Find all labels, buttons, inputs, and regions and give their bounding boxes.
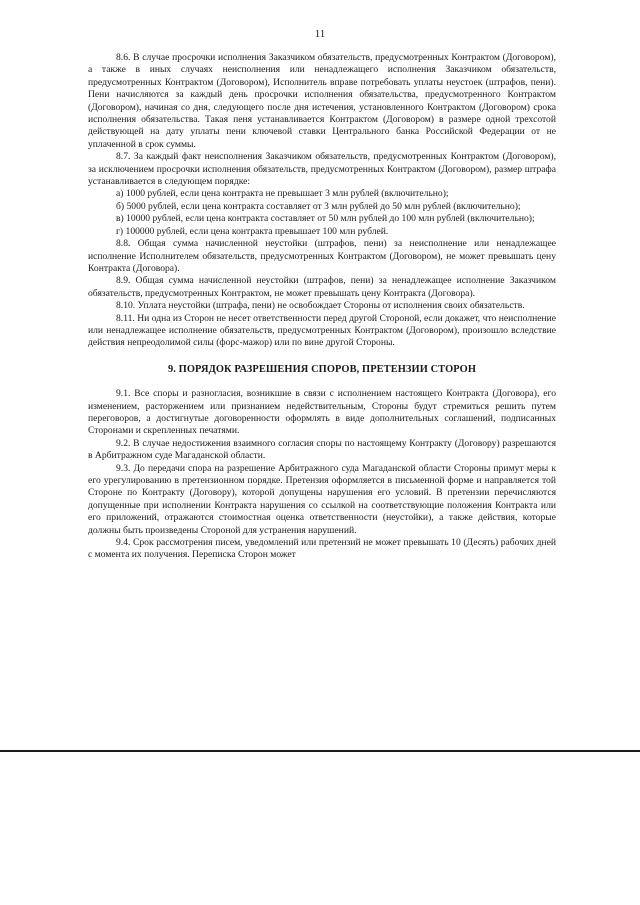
page-number: 11: [314, 28, 326, 40]
clause-8-6: 8.6. В случае просрочки исполнения Заказчиком обязательств, предусмотренных Контрактом (Договором), а также в иных случаях неисполнения или ненадлежащего исполнения Заказчиком обязательств, предусмотренных Контрактом (Договором), Исполнитель вправе потребовать уплаты неустоек (штрафов, пени). Пени начисляются за каждый день просрочки исполнения обязательства, предусмотренного Контрактом (Договором), начиная со дня, следующего после дня истечения, установленного Контрактом (Договором) срока исполнения обязательства. Такая пеня устанавливается Контрактом (Договором) в размере одной трехсотой действующей на дату уплаты пени ключевой ставки Центрального банка Российской Федерации от не уплаченной в срок суммы.: [88, 52, 556, 150]
clause-8-7-c: в) 10000 рублей, если цена контракта составляет от 50 млн рублей до 100 млн рублей (включительно);: [116, 213, 535, 225]
clause-8-7-a: а) 1000 рублей, если цена контракта не превышает 3 млн рублей (включительно);: [116, 188, 449, 200]
clause-9-2: 9.2. В случае недостижения взаимного согласия споры по настоящему Контракту (Договору) разрешаются в Арбитражном суде Магаданской области.: [88, 437, 556, 462]
clause-9-4: 9.4. Срок рассмотрения писем, уведомлений или претензий не может превышать 10 (Десять) рабочих дней с момента их получения. Переписка Сторон может: [88, 537, 556, 561]
clause-8-7-d: г) 100000 рублей, если цена контракта превышает 100 млн рублей.: [116, 225, 389, 237]
clause-8-8: 8.8. Общая сумма начисленной неустойки (штрафов, пени) за неисполнение или ненадлежащее исполнение Исполнителем обязательств, предусмотренных Контрактом (Договором), не может превышать цену Контракта (Договора).: [88, 238, 556, 274]
clause-9-1: 9.1. Все споры и разногласия, возникшие в связи с исполнением настоящего Контракта (Договора), его изменением, расторжением или признанием недействительным, Стороны будут стремиться решить путем переговоров, а достигнутые договоренности оформлять в виде дополнительных соглашений, подписанных Сторонами и скрепленных печатями.: [88, 388, 556, 437]
clause-8-7-b: б) 5000 рублей, если цена контракта составляет от 3 млн рублей до 50 млн рублей (включительно);: [116, 200, 521, 212]
clause-9-3: 9.3. До передачи спора на разрешение Арбитражного суда Магаданской области Стороны примут меры к его урегулированию в претензионном порядке. Претензия оформляется в письменной форме и направляется той Стороне по Контракту (Договору), которой допущены нарушения его условий. В претензии перечисляются допущенные при исполнении Контракта нарушения со ссылкой на соответствующие положения Контракта или его приложений, отражаются стоимостная оценка ответственности (неустойки), а также действия, которые должны быть произведены Стороной для устранения нарушений.: [88, 462, 556, 536]
document-body: [88, 52, 556, 562]
clause-8-11: 8.11. Ни одна из Сторон не несет ответственности перед другой Стороной, если докажет, что неисполнение или ненадлежащее исполнение обязательств, предусмотренных Контрактом (Договором), произошло вследствие действия непреодолимой силы (форс-мажор) или по вине другой Стороны.: [88, 312, 556, 349]
clause-8-7: 8.7. За каждый факт неисполнения Заказчиком обязательств, предусмотренных Контрактом (Договором), за исключением просрочки исполнения обязательств, предусмотренных Контрактом (Договором), размер штрафа устанавливается в следующем порядке:: [88, 151, 556, 188]
section-heading: 9. ПОРЯДОК РАЗРЕШЕНИЯ СПОРОВ, ПРЕТЕНЗИИ СТОРОН: [167, 363, 477, 375]
scan-edge-line: [0, 750, 640, 752]
clause-8-10: 8.10. Уплата неустойки (штрафа, пени) не освобождает Стороны от исполнения своих обязательств.: [116, 300, 525, 312]
clause-8-9: 8.9. Общая сумма начисленной неустойки (штрафов, пени) за ненадлежащее исполнение Заказчиком обязательств, предусмотренных Контрактом, не может превышать цену Контракта (Договора).: [88, 275, 556, 299]
